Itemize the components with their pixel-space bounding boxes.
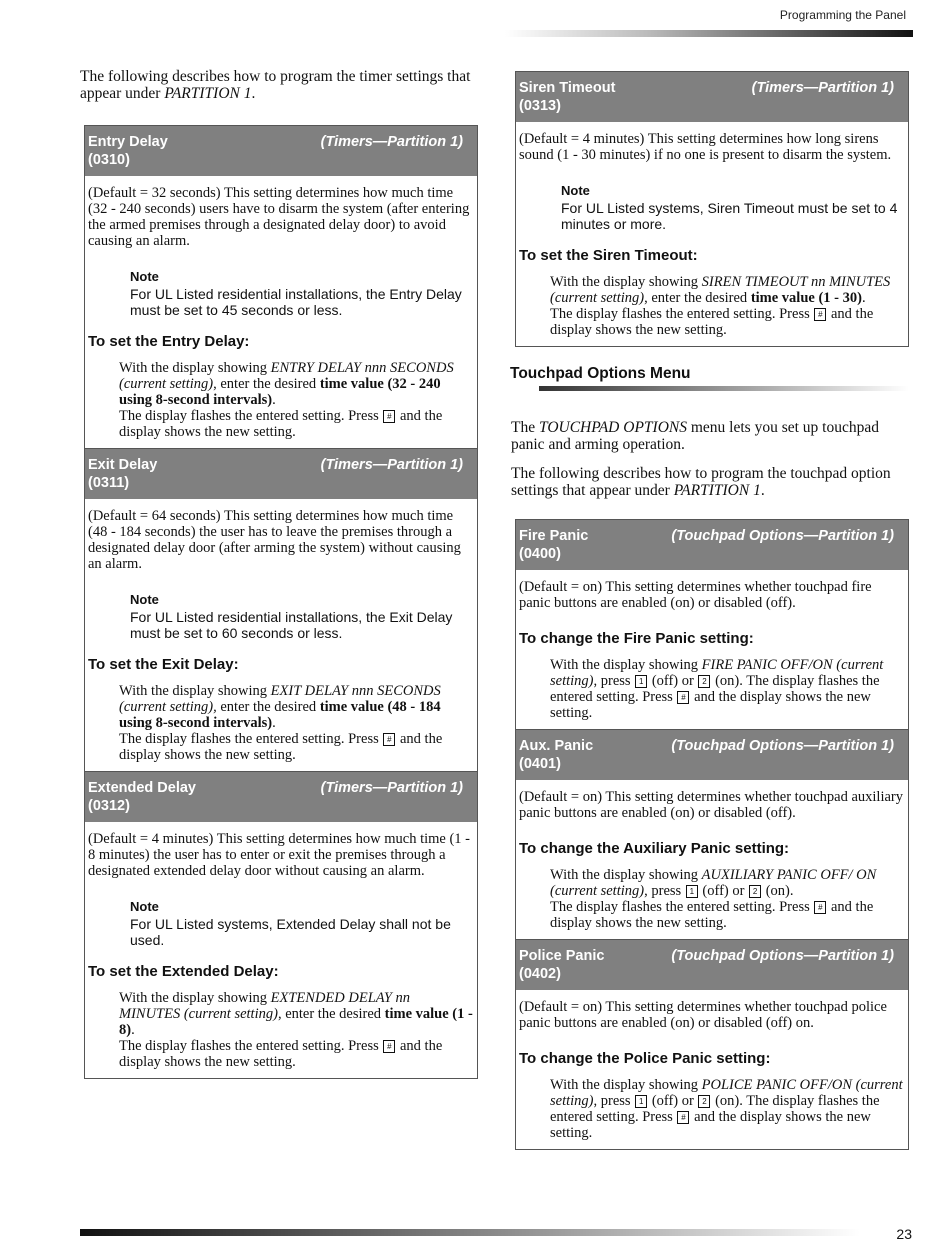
card-description: (Default = on) This setting determines whether touchpad fire panic buttons are enabled (on) or disabled (off). bbox=[519, 579, 872, 611]
card-code: (0311) bbox=[88, 475, 130, 491]
pound-key-icon: # bbox=[814, 308, 826, 321]
siren-timeout-header bbox=[516, 72, 908, 122]
key-1-icon: 1 bbox=[635, 1095, 647, 1108]
card-description: (Default = on) This setting determines whether touchpad auxiliary panic buttons are enabled (on) or disabled (off). bbox=[519, 789, 903, 821]
note bbox=[130, 899, 474, 948]
exit-delay-header bbox=[85, 449, 477, 499]
touchpad-intro-2: The following describes how to program the touchpad option settings that appear under PARTITION 1. bbox=[511, 465, 891, 499]
aux-panic-body bbox=[516, 780, 908, 939]
aux-panic-card bbox=[515, 730, 909, 940]
procedure-heading: To set the Siren Timeout: bbox=[519, 247, 698, 264]
exit-delay-body bbox=[85, 499, 477, 771]
pound-key-icon: # bbox=[383, 1040, 395, 1053]
key-2-icon: 2 bbox=[698, 1095, 710, 1108]
card-title: Exit Delay bbox=[88, 457, 158, 473]
card-description: (Default = 64 seconds) This setting determines how much time (48 - 184 seconds) the user has to leave the premises through a designated delay door (after arming the system) without causing an alarm. bbox=[88, 508, 461, 572]
police-panic-header bbox=[516, 940, 908, 990]
card-category: (Touchpad Options—Partition 1) bbox=[671, 948, 894, 964]
touchpad-intro-1: The TOUCHPAD OPTIONS menu lets you set up touchpad panic and arming operation. bbox=[511, 419, 879, 453]
card-code: (0310) bbox=[88, 152, 130, 168]
page-number: 23 bbox=[896, 1226, 912, 1242]
note-text: For UL Listed systems, Extended Delay shall not be used. bbox=[130, 916, 451, 948]
card-code: (0312) bbox=[88, 798, 130, 814]
procedure-text: With the display showing SIREN TIMEOUT nn MINUTES (current setting), enter the desired time value (1 - 30). The display flashes the entered setting. Press # and the display shows the new setting. bbox=[550, 274, 891, 338]
pound-key-icon: # bbox=[383, 410, 395, 423]
note-text: For UL Listed residential installations, the Entry Delay must be set to 45 seconds or less. bbox=[130, 286, 462, 318]
key-2-icon: 2 bbox=[698, 675, 710, 688]
card-code: (0400) bbox=[519, 546, 561, 562]
note-label: Note bbox=[130, 592, 159, 607]
card-title: Extended Delay bbox=[88, 780, 196, 796]
procedure-heading: To set the Entry Delay: bbox=[88, 333, 250, 350]
right-cards-top bbox=[510, 71, 909, 1150]
card-description: (Default = 4 minutes) This setting determines how much time (1 - 8 minutes) the user has to enter or exit the premises through a designated extended delay door without causing an alarm. bbox=[88, 831, 471, 879]
card-category: (Touchpad Options—Partition 1) bbox=[671, 738, 894, 754]
pound-key-icon: # bbox=[677, 1111, 689, 1124]
card-code: (0313) bbox=[519, 98, 561, 114]
procedure-heading: To change the Fire Panic setting: bbox=[519, 630, 754, 647]
card-title: Fire Panic bbox=[519, 528, 589, 544]
left-column bbox=[80, 68, 478, 114]
pound-key-icon: # bbox=[677, 691, 689, 704]
entry-delay-header bbox=[85, 126, 477, 176]
police-panic-card bbox=[515, 940, 909, 1150]
procedure-heading: To set the Exit Delay: bbox=[88, 656, 239, 673]
note bbox=[130, 592, 474, 641]
card-category: (Touchpad Options—Partition 1) bbox=[671, 528, 894, 544]
exit-delay-card bbox=[84, 449, 478, 772]
card-title: Police Panic bbox=[519, 948, 605, 964]
note bbox=[561, 183, 905, 232]
aux-panic-header bbox=[516, 730, 908, 780]
card-description: (Default = on) This setting determines whether touchpad police panic buttons are enabled (on) or disabled (off) on. bbox=[519, 999, 887, 1031]
key-2-icon: 2 bbox=[749, 885, 761, 898]
fire-panic-header bbox=[516, 520, 908, 570]
note-text: For UL Listed systems, Siren Timeout must be set to 4 minutes or more. bbox=[561, 200, 898, 232]
procedure-text: With the display showing ENTRY DELAY nnn SECONDS (current setting), enter the desired time value (32 - 240 using 8-second intervals). The display flashes the entered setting. Press # and the display shows the new setting. bbox=[119, 360, 454, 440]
card-category: (Timers—Partition 1) bbox=[751, 80, 894, 96]
card-category: (Timers—Partition 1) bbox=[320, 780, 463, 796]
siren-timeout-body bbox=[516, 122, 908, 346]
fire-panic-body bbox=[516, 570, 908, 729]
procedure-heading: To change the Police Panic setting: bbox=[519, 1050, 771, 1067]
procedure-heading: To set the Extended Delay: bbox=[88, 963, 279, 980]
procedure-heading: To change the Auxiliary Panic setting: bbox=[519, 840, 790, 857]
card-description: (Default = 32 seconds) This setting determines how much time (32 - 240 seconds) users have to disarm the system (after entering the armed premises through a designated delay door) to avoid causing an alarm. bbox=[88, 185, 470, 249]
note-text: For UL Listed residential installations, the Exit Delay must be set to 60 seconds or less. bbox=[130, 609, 453, 641]
running-header: Programming the Panel bbox=[779, 8, 906, 22]
card-title: Entry Delay bbox=[88, 134, 168, 150]
note-label: Note bbox=[130, 269, 159, 284]
timer-intro: The following describes how to program the timer settings that appear under PARTITION 1. bbox=[80, 68, 471, 102]
footer-rule bbox=[80, 1229, 860, 1236]
card-category: (Timers—Partition 1) bbox=[320, 134, 463, 150]
extended-delay-header bbox=[85, 772, 477, 822]
siren-timeout-card bbox=[515, 71, 909, 347]
card-description: (Default = 4 minutes) This setting determines how long sirens sound (1 - 30 minutes) if no one is present to disarm the system. bbox=[519, 131, 892, 163]
left-cards bbox=[84, 125, 478, 1079]
fire-panic-card bbox=[515, 519, 909, 730]
note-label: Note bbox=[561, 183, 590, 198]
procedure-text: With the display showing EXIT DELAY nnn SECONDS (current setting), enter the desired time value (48 - 184 using 8-second intervals). The display flashes the entered setting. Press # and the display shows the new setting. bbox=[119, 683, 443, 763]
touchpad-options-heading: Touchpad Options Menu bbox=[510, 365, 691, 382]
card-code: (0401) bbox=[519, 756, 561, 772]
card-title: Siren Timeout bbox=[519, 80, 616, 96]
pound-key-icon: # bbox=[383, 733, 395, 746]
header-rule bbox=[505, 30, 913, 37]
entry-delay-body bbox=[85, 176, 477, 448]
procedure-text: With the display showing AUXILIARY PANIC OFF/ ON (current setting), press 1 (off) or 2 (on). The display flashes the entered setting. Press # and the display shows the new setting. bbox=[550, 867, 877, 931]
note-label: Note bbox=[130, 899, 159, 914]
card-category: (Timers—Partition 1) bbox=[320, 457, 463, 473]
section-rule bbox=[539, 386, 909, 391]
extended-delay-card bbox=[84, 772, 478, 1079]
note bbox=[130, 269, 474, 318]
card-code: (0402) bbox=[519, 966, 561, 982]
card-title: Aux. Panic bbox=[519, 738, 594, 754]
procedure-text: With the display showing POLICE PANIC OFF/ON (current setting), press 1 (off) or 2 (on). The display flashes the entered setting. Press # and the display shows the new setting. bbox=[550, 1077, 903, 1141]
police-panic-body bbox=[516, 990, 908, 1149]
procedure-text: With the display showing EXTENDED DELAY nn MINUTES (current setting), enter the desired time value (1 - 8). The display flashes the entered setting. Press # and the display shows the new setting. bbox=[119, 990, 473, 1070]
entry-delay-card bbox=[84, 125, 478, 449]
procedure-text: With the display showing FIRE PANIC OFF/ON (current setting), press 1 (off) or 2 (on). The display flashes the entered setting. Press # and the display shows the new setting. bbox=[550, 657, 884, 721]
key-1-icon: 1 bbox=[635, 675, 647, 688]
pound-key-icon: # bbox=[814, 901, 826, 914]
extended-delay-body bbox=[85, 822, 477, 1078]
key-1-icon: 1 bbox=[686, 885, 698, 898]
